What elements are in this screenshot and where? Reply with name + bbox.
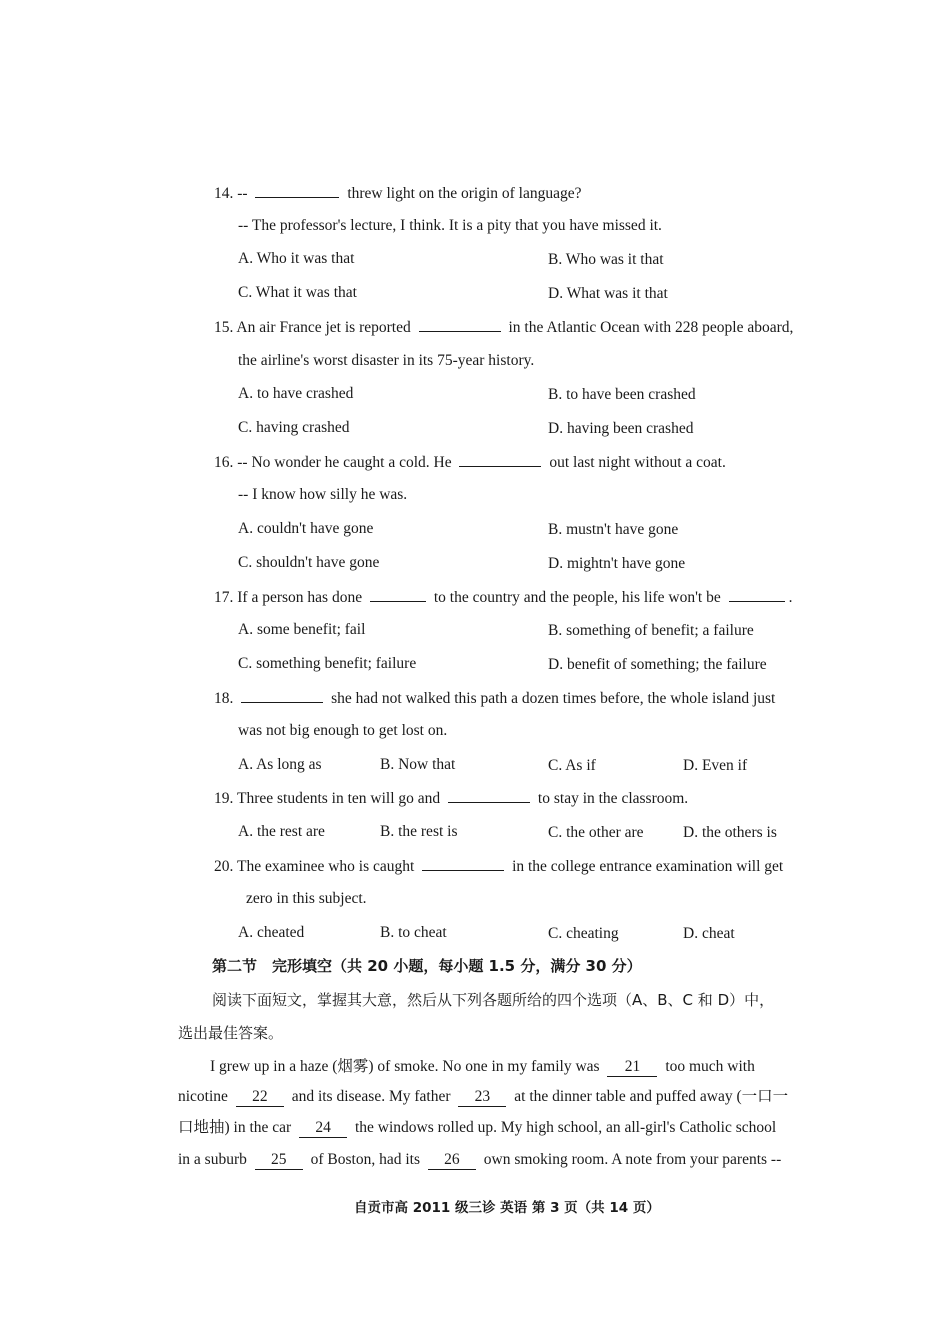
option-c[interactable]: C. As if	[548, 757, 596, 774]
option-c[interactable]: C. What it was that	[238, 284, 357, 301]
cloze-blank-24[interactable]: 24	[299, 1119, 347, 1138]
answer-blank[interactable]	[241, 688, 323, 703]
question-16-stem: 16. -- No wonder he caught a cold. He out last night without a coat.	[214, 454, 726, 471]
page-footer: 自贡市高 2011 级三诊 英语 第 3 页（共 14 页）	[354, 1200, 660, 1216]
section-instruction: 阅读下面短文，掌握其大意，然后从下列各题所给的四个选项（A、B、C 和 D）中，	[212, 991, 775, 1009]
section-instruction-cont: 选出最佳答案。	[178, 1024, 284, 1042]
option-b[interactable]: B. Who was it that	[548, 251, 664, 268]
question-14-stem: 14. -- threw light on the origin of language?	[214, 185, 582, 202]
option-b[interactable]: B. the rest is	[380, 823, 458, 840]
cloze-blank-21[interactable]: 21	[607, 1058, 657, 1077]
option-a[interactable]: A. to have crashed	[238, 385, 354, 402]
cloze-blank-23[interactable]: 23	[458, 1088, 506, 1107]
question-16-reply: -- I know how silly he was.	[238, 486, 408, 503]
question-18-stem-cont: was not big enough to get lost on.	[238, 722, 448, 739]
answer-blank[interactable]	[729, 587, 785, 602]
option-a[interactable]: A. As long as	[238, 756, 322, 773]
option-a[interactable]: A. cheated	[238, 924, 305, 941]
option-c[interactable]: C. something benefit; failure	[238, 655, 417, 672]
option-c[interactable]: C. having crashed	[238, 419, 350, 436]
passage-line-3: 口地抽) in the car 24 the windows rolled up. My high school, an all-girl's Catholic school	[178, 1119, 777, 1136]
answer-blank[interactable]	[370, 587, 426, 602]
passage-line-1: I grew up in a haze (烟雾) of smoke. No one in my family was 21 too much with	[210, 1058, 755, 1075]
question-14-reply: -- The professor's lecture, I think. It is a pity that you have missed it.	[238, 217, 662, 234]
option-c[interactable]: C. shouldn't have gone	[238, 554, 380, 571]
answer-blank[interactable]	[419, 317, 501, 332]
option-d[interactable]: D. mightn't have gone	[548, 555, 686, 572]
option-b[interactable]: B. to cheat	[380, 924, 447, 941]
option-d[interactable]: D. Even if	[683, 757, 748, 774]
option-d[interactable]: D. cheat	[683, 925, 735, 942]
passage-line-2: nicotine 22 and its disease. My father 23 at the dinner table and puffed away (一口一	[178, 1088, 789, 1105]
option-c[interactable]: C. the other are	[548, 824, 644, 841]
option-a[interactable]: A. couldn't have gone	[238, 520, 374, 537]
answer-blank[interactable]	[448, 788, 530, 803]
option-a[interactable]: A. the rest are	[238, 823, 325, 840]
option-b[interactable]: B. Now that	[380, 756, 456, 773]
passage-line-4: in a suburb 25 of Boston, had its 26 own smoking room. A note from your parents --	[178, 1151, 782, 1168]
section-heading: 第二节 完形填空（共 20 小题，每小题 1.5 分，满分 30 分）	[212, 957, 642, 975]
option-a[interactable]: A. Who it was that	[238, 250, 355, 267]
question-20-stem: 20. The examinee who is caught in the college entrance examination will get	[214, 858, 784, 875]
cloze-blank-22[interactable]: 22	[236, 1088, 284, 1107]
question-15-stem-cont: the airline's worst disaster in its 75-year history.	[238, 352, 535, 369]
cloze-blank-26[interactable]: 26	[428, 1151, 476, 1170]
option-d[interactable]: D. benefit of something; the failure	[548, 656, 767, 673]
question-17-stem: 17. If a person has done to the country and the people, his life won't be .	[214, 589, 793, 606]
option-d[interactable]: D. What was it that	[548, 285, 668, 302]
option-c[interactable]: C. cheating	[548, 925, 619, 942]
question-15-stem: 15. An air France jet is reported in the Atlantic Ocean with 228 people aboard,	[214, 319, 794, 336]
question-18-stem: 18. she had not walked this path a dozen times before, the whole island just	[214, 690, 776, 707]
answer-blank[interactable]	[422, 856, 504, 871]
option-b[interactable]: B. mustn't have gone	[548, 521, 679, 538]
option-d[interactable]: D. the others is	[683, 824, 777, 841]
option-b[interactable]: B. something of benefit; a failure	[548, 622, 754, 639]
answer-blank[interactable]	[255, 183, 339, 198]
question-19-stem: 19. Three students in ten will go and to stay in the classroom.	[214, 790, 689, 807]
option-b[interactable]: B. to have been crashed	[548, 386, 696, 403]
question-20-stem-cont: zero in this subject.	[246, 890, 367, 907]
answer-blank[interactable]	[459, 452, 541, 467]
option-a[interactable]: A. some benefit; fail	[238, 621, 366, 638]
cloze-blank-25[interactable]: 25	[255, 1151, 303, 1170]
option-d[interactable]: D. having been crashed	[548, 420, 694, 437]
